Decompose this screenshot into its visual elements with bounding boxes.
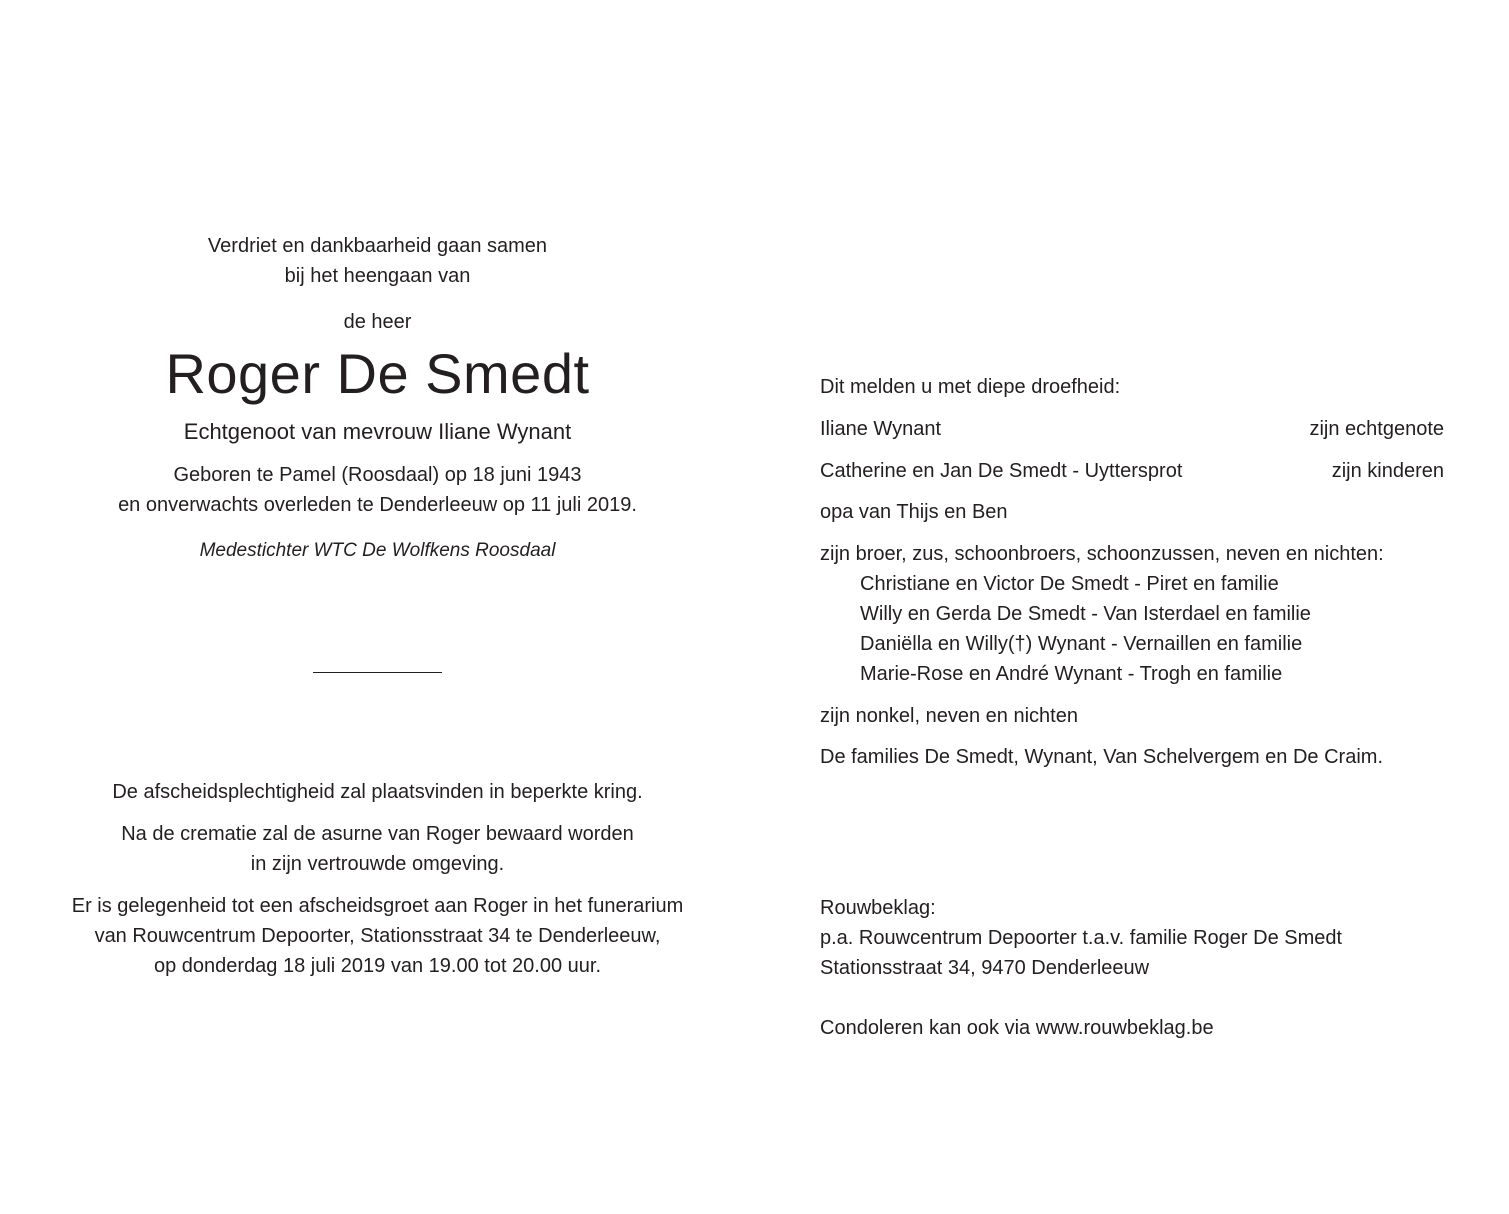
sibling-family: Marie-Rose en André Wynant - Trogh en familie	[860, 663, 1283, 685]
rouwbeklag-address-2: Stationsstraat 34, 9470 Denderleeuw	[820, 957, 1150, 979]
sibling-family: Willy en Gerda De Smedt - Van Isterdael en familie	[860, 603, 1311, 625]
spouse-line: Echtgenoot van mevrouw Iliane Wynant	[183, 419, 572, 444]
intro-line-2: bij het heengaan van	[284, 265, 471, 287]
condolence-line: Condoleren kan ook via www.rouwbeklag.be	[820, 1017, 1214, 1039]
rouwbeklag-label: Rouwbeklag:	[820, 897, 936, 919]
children-names: Catherine en Jan De Smedt - Uyttersprot	[820, 460, 1183, 482]
deceased-name: Roger De Smedt	[165, 342, 590, 405]
spouse-row	[820, 414, 1444, 444]
intro-line-1: Verdriet en dankbaarheid gaan samen	[207, 235, 548, 257]
visit-line-3: op donderdag 18 juli 2019 van 19.00 tot 20.00 uur.	[153, 955, 602, 977]
died-line: en onverwachts overleden te Denderleeuw op 11 juli 2019.	[118, 494, 637, 516]
sibling-family: Christiane en Victor De Smedt - Piret en familie	[860, 573, 1279, 595]
spouse-relation: zijn echtgenote	[1309, 418, 1444, 440]
families-line: De families De Smedt, Wynant, Van Schelvergem en De Craim.	[820, 746, 1383, 768]
rouwbeklag-address-1: p.a. Rouwcentrum Depoorter t.a.v. familie Roger De Smedt	[820, 927, 1343, 949]
divider-line	[313, 672, 442, 673]
visit-line-2: van Rouwcentrum Depoorter, Stationsstraat 34 te Denderleeuw,	[94, 925, 661, 947]
siblings-header: zijn broer, zus, schoonbroers, schoonzussen, neven en nichten:	[820, 543, 1384, 565]
visit-line-1: Er is gelegenheid tot een afscheidsgroet aan Roger in het funerarium	[71, 895, 684, 917]
sibling-family: Daniëlla en Willy(†) Wynant - Vernaillen en familie	[860, 633, 1303, 655]
children-row	[820, 456, 1444, 486]
grandchildren-line: opa van Thijs en Ben	[820, 501, 1008, 523]
ceremony-line: De afscheidsplechtigheid zal plaatsvinden in beperkte kring.	[112, 781, 643, 803]
salutation: de heer	[343, 311, 412, 333]
founder-line: Medestichter WTC De Wolfkens Roosdaal	[199, 540, 556, 561]
announce-line: Dit melden u met diepe droefheid:	[820, 376, 1121, 398]
urn-line-2: in zijn vertrouwde omgeving.	[250, 853, 505, 875]
born-line: Geboren te Pamel (Roosdaal) op 18 juni 1943	[173, 464, 582, 486]
uncle-line: zijn nonkel, neven en nichten	[820, 705, 1078, 727]
spouse-name: Iliane Wynant	[820, 418, 941, 440]
right-panel	[820, 0, 1444, 1214]
urn-line-1: Na de crematie zal de asurne van Roger bewaard worden	[121, 823, 634, 845]
children-relation: zijn kinderen	[1331, 460, 1444, 482]
